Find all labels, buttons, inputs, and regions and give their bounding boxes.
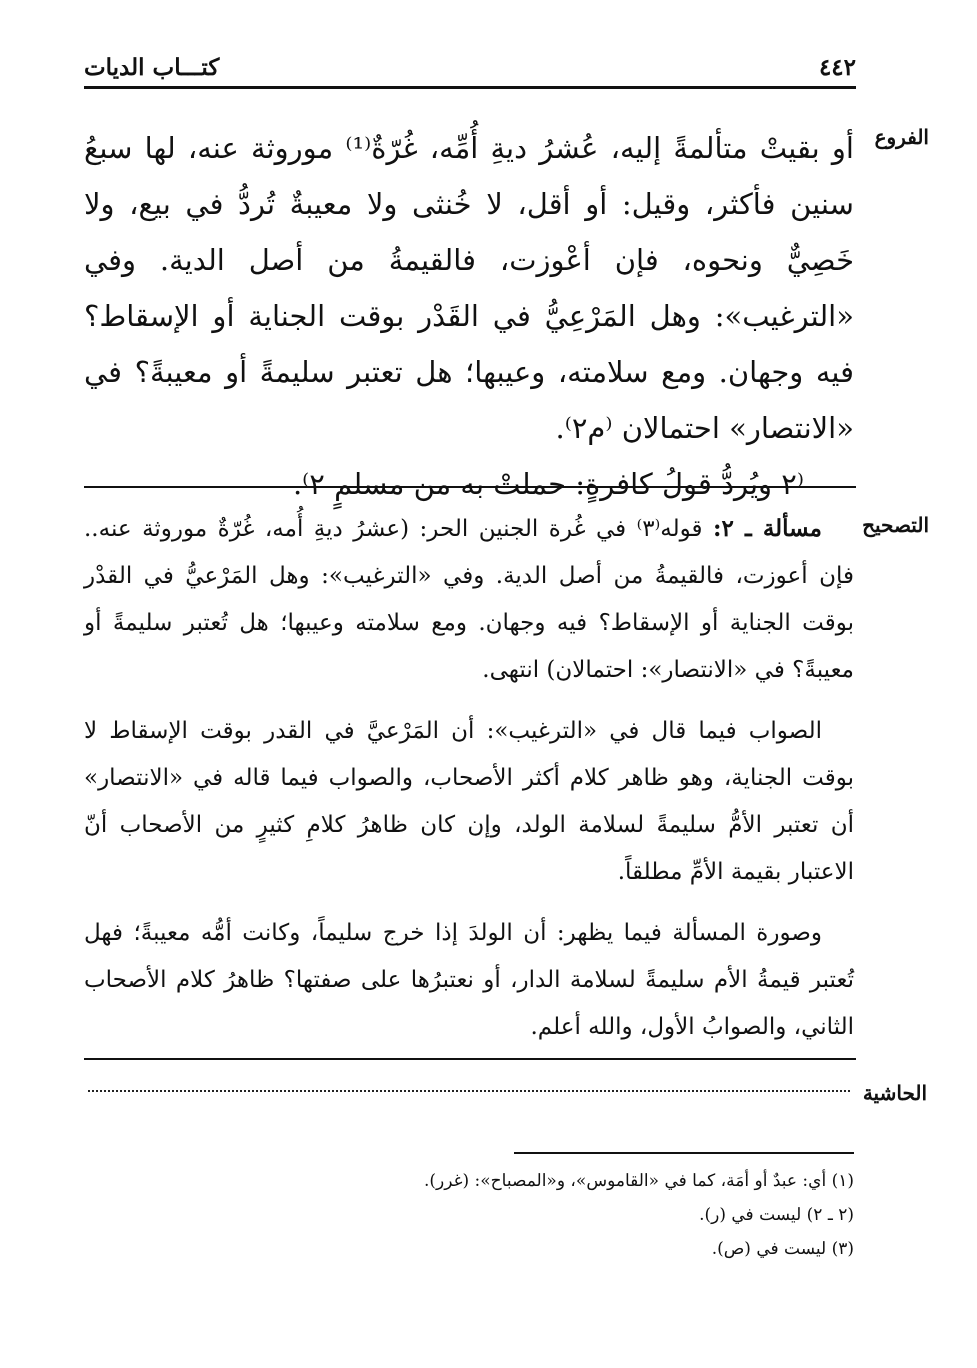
tashih-paragraph-1 bbox=[84, 505, 854, 694]
tashih-section bbox=[84, 505, 854, 1065]
page-header bbox=[84, 52, 856, 86]
tashih-end-rule bbox=[84, 1058, 856, 1060]
label-tashih: التصحيح bbox=[862, 513, 929, 537]
header-rule bbox=[84, 86, 856, 89]
page-number: ٤٤٢ bbox=[818, 54, 856, 81]
footnotes bbox=[84, 1164, 854, 1266]
furu-section bbox=[84, 120, 854, 512]
section-divider bbox=[84, 486, 856, 488]
footnote-2: (٢ ـ ٢) ليست في (ر). bbox=[699, 1205, 854, 1225]
label-furu: الفروع bbox=[874, 125, 929, 149]
label-hashiya: الحاشية bbox=[862, 1081, 927, 1105]
hashiya-dotted-line bbox=[88, 1090, 850, 1092]
furu-paragraph: أو بقيتْ متألمةً إليه، عُشرُ ديةِ أُمِّه، غُرّةٌ⁽¹⁾ موروثة عنه، لها سبعُ سنين فأكثر، وقيل: أو أقل، لا خُنثى ولا معيبةٌ تُردُّ في بيع، ولا خَصِيٌّ ونحوه، فإن أعْوزت، فالقيمةُ من أصل الدية. وفي «الترغيب»: وهل المَرْعِيُّ في القَدْر بوقت الجناية أو الإسقاط؟ فيه وجهان. ومع سلامته، وعيبها؛ هل تعتبر سليمةً أو معيبةً؟ في «الانتصار» احتمالان ⁽م٢⁾. bbox=[84, 131, 854, 445]
book-title: كتـــاب الديات bbox=[84, 54, 220, 81]
footnote-rule bbox=[514, 1152, 854, 1154]
tashih-text-1: قوله⁽٣⁾ في غُرة الجنين الحر: (عشرُ ديةِ أُمه، غُرّةٌ موروثة عنه.. فإن أعوزت، فالقيمةُ من أصل الدية. وفي «الترغيب»: وهل المَرْعيُّ في القدْر بوقت الجناية أو الإسقاط؟ فيه وجهان. ومع سلامته وعيبها؛ هل تُعتبر سليمةً أو معيبةً؟ في «الانتصار»: احتمالان) انتهى. bbox=[84, 516, 854, 683]
tashih-paragraph-2: الصواب فيما قال في «الترغيب»: أن المَرْعيَّ في القدر بوقت الإسقاط لا بوقت الجناية، وهو ظاهر كلام أكثر الأصحاب، والصواب فيما قاله في «الانتصار» أن تعتبر الأمُّ سليمةً لسلامة الولد، وإن كان ظاهرُ كلامِ كثيرٍ من الأصحاب أنّ الاعتبار بقيمة الأمِّ مطلقاً. bbox=[84, 718, 855, 885]
furu-last-line: ⁽٢ ويُردُّ قولُ كافرةٍ: حملتْ به من مسلمٍ ٢⁾. bbox=[292, 467, 804, 501]
footnote-1: (١) أي: عبدٌ أو أمَة، كما في «القاموس»، و«المصباح»: (غرر). bbox=[423, 1171, 854, 1191]
tashih-paragraph-3: وصورة المسألة فيما يظهر: أن الولدَ إذا خرج سليماً، وكانت أمُّه معيبةً؛ فهل تُعتبر قيمةُ الأم سليمةً لسلامة الدار، أو نعتبرُها على صفتها؟ ظاهرُ كلام الأصحاب الثاني، والصوابُ الأول، والله أعلم. bbox=[84, 920, 854, 1040]
masala-label: مسألة ـ ٢: bbox=[712, 515, 823, 542]
footnote-3: (٣) ليست في (ص). bbox=[711, 1239, 854, 1259]
